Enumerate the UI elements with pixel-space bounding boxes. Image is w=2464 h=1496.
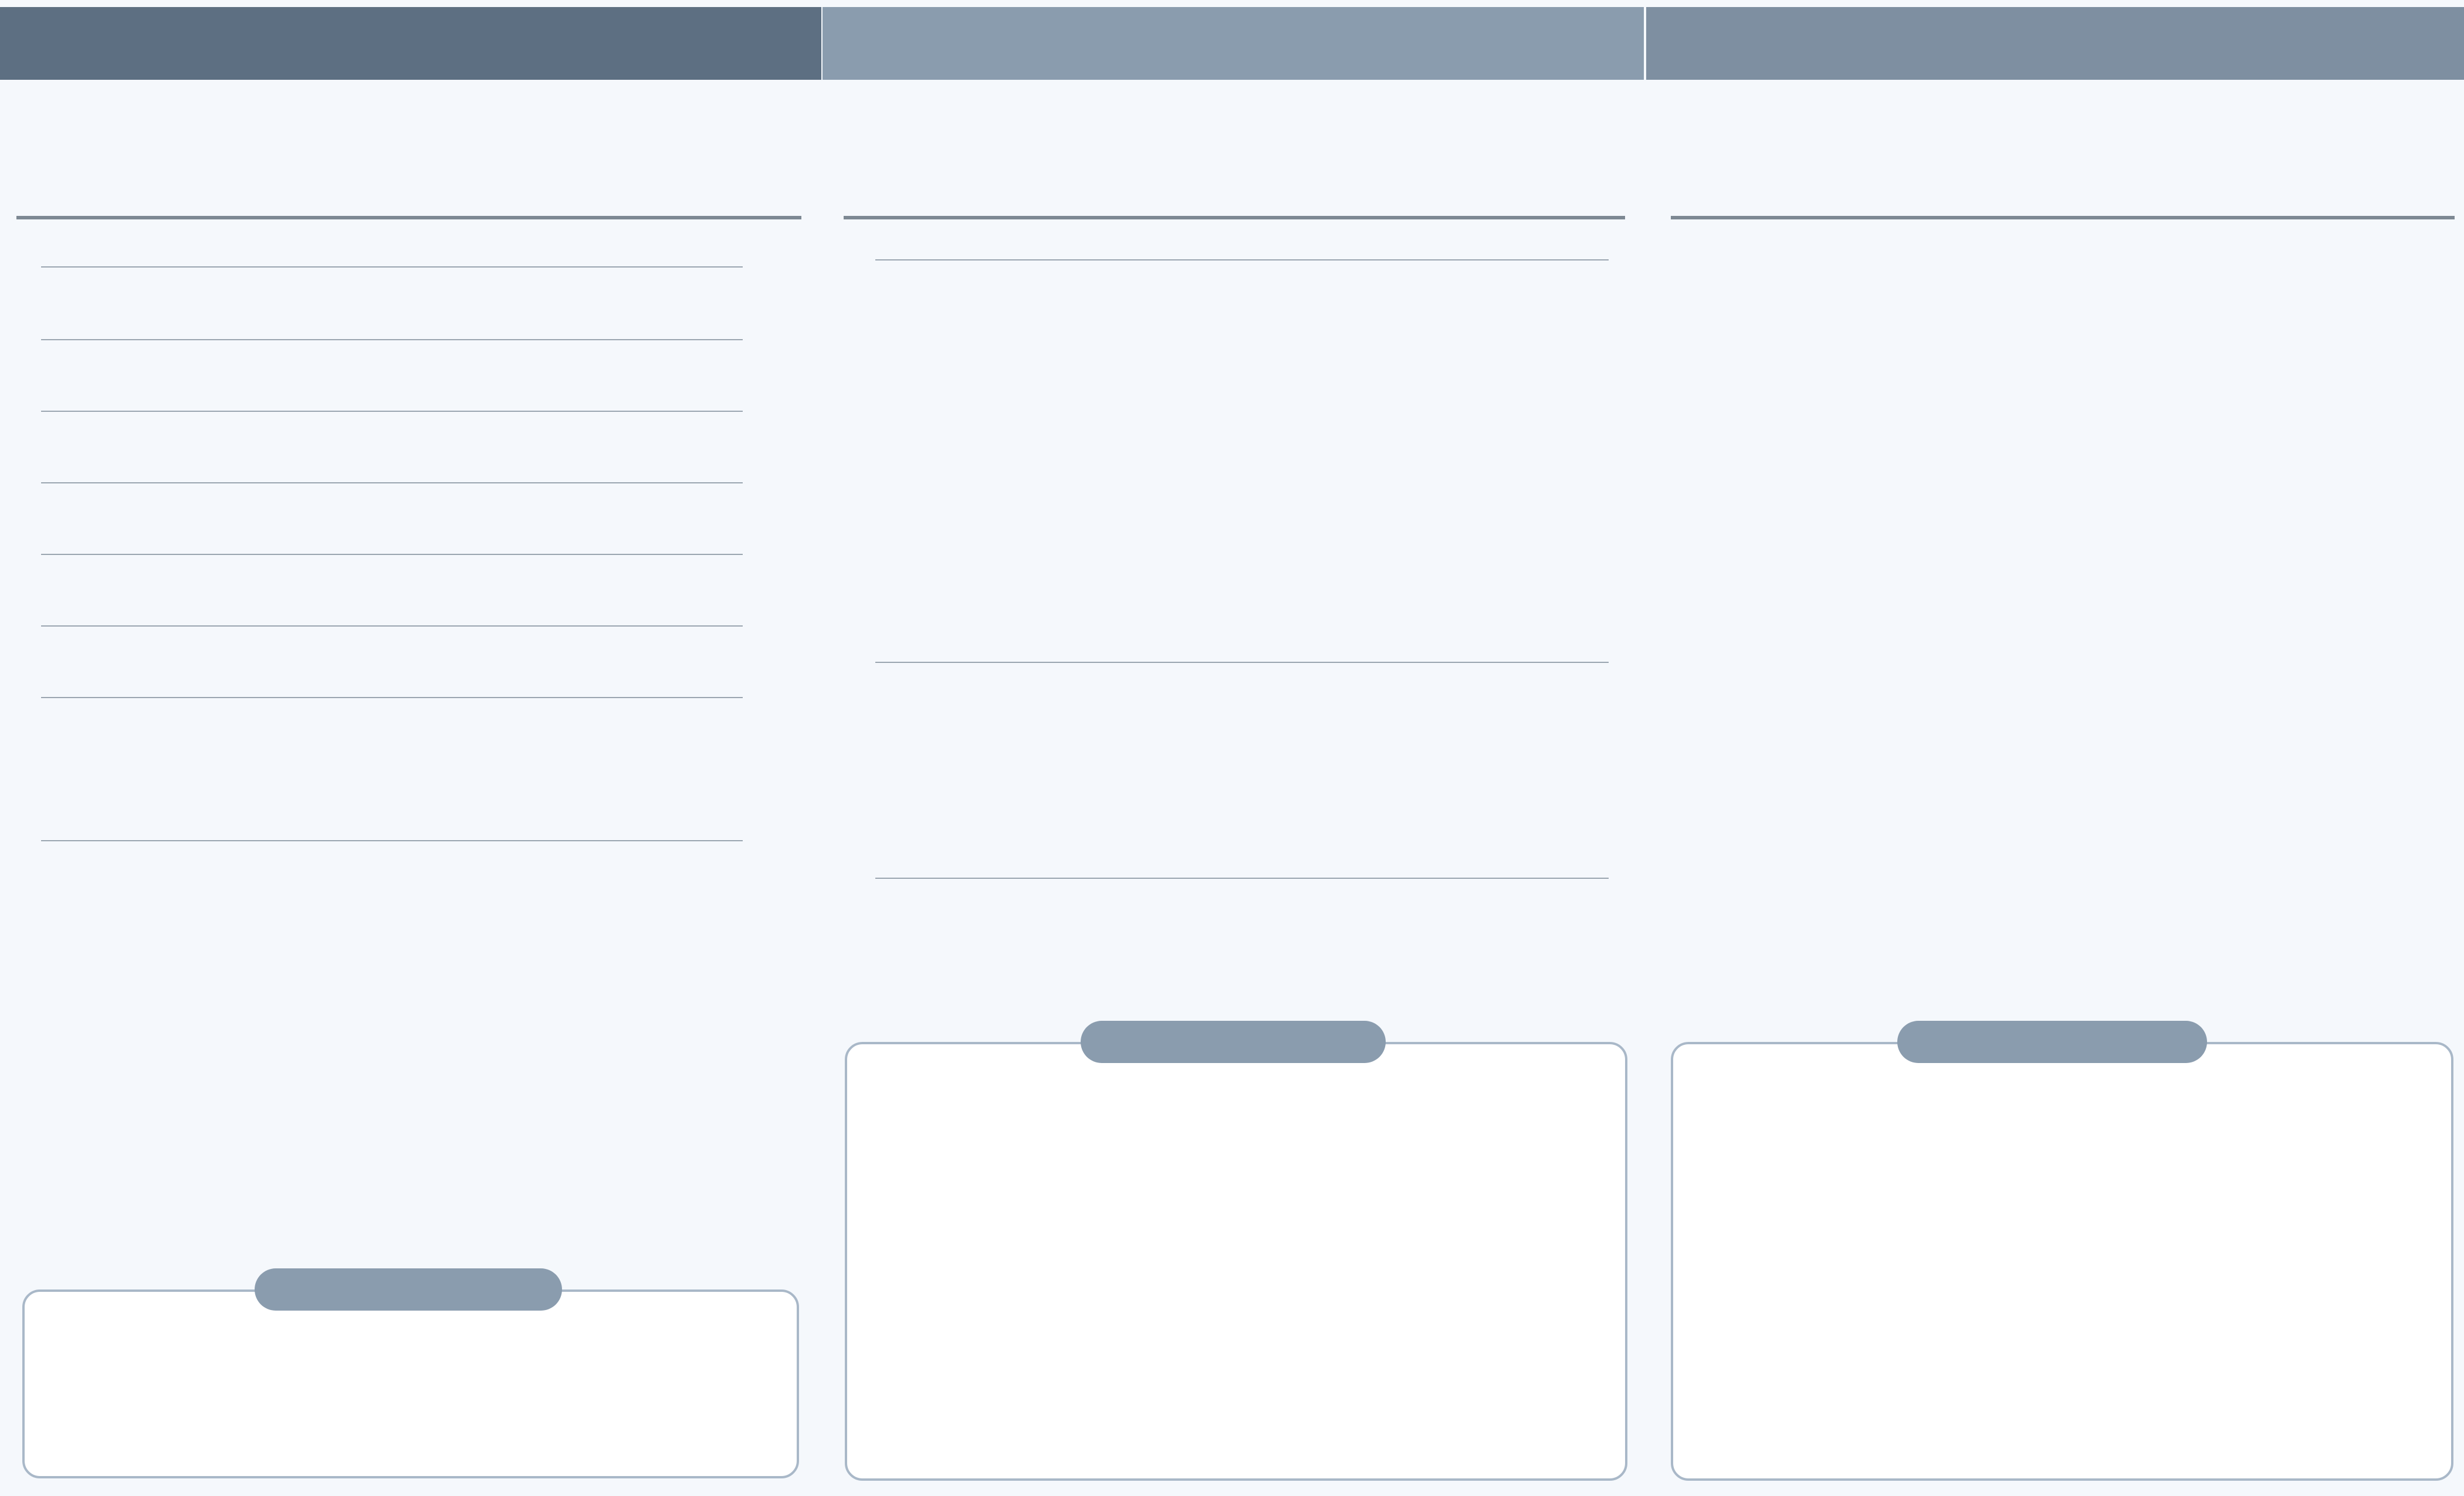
next-sermons-box bbox=[22, 1289, 799, 1478]
next-sermons-title bbox=[255, 1268, 562, 1311]
friday-bottom-rule bbox=[875, 878, 1609, 879]
news-header-rule bbox=[1671, 216, 2455, 219]
prayer-box bbox=[845, 1042, 1627, 1481]
prayer-title bbox=[1081, 1021, 1386, 1063]
sunday-order-row bbox=[41, 697, 743, 841]
news-column bbox=[1646, 7, 2464, 1496]
friday-header-rule bbox=[844, 216, 1625, 219]
sunday-order-row bbox=[41, 339, 743, 412]
staff-box bbox=[1671, 1042, 2453, 1481]
friday-header bbox=[823, 7, 1644, 80]
sunday-order-row bbox=[41, 411, 743, 483]
sunday-order-row bbox=[41, 554, 743, 627]
sunday-column bbox=[0, 7, 821, 1496]
news-header bbox=[1646, 7, 2464, 80]
sunday-order-row bbox=[41, 482, 743, 555]
friday-order-top-rule bbox=[875, 259, 1609, 260]
friday-column bbox=[823, 7, 1644, 1496]
sunday-header bbox=[0, 7, 821, 80]
sunday-header-rule bbox=[16, 216, 801, 219]
sunday-order-row bbox=[41, 625, 743, 698]
staff-title bbox=[1897, 1021, 2207, 1063]
friday-mid-rule bbox=[875, 662, 1609, 663]
sunday-order-row bbox=[41, 268, 743, 340]
